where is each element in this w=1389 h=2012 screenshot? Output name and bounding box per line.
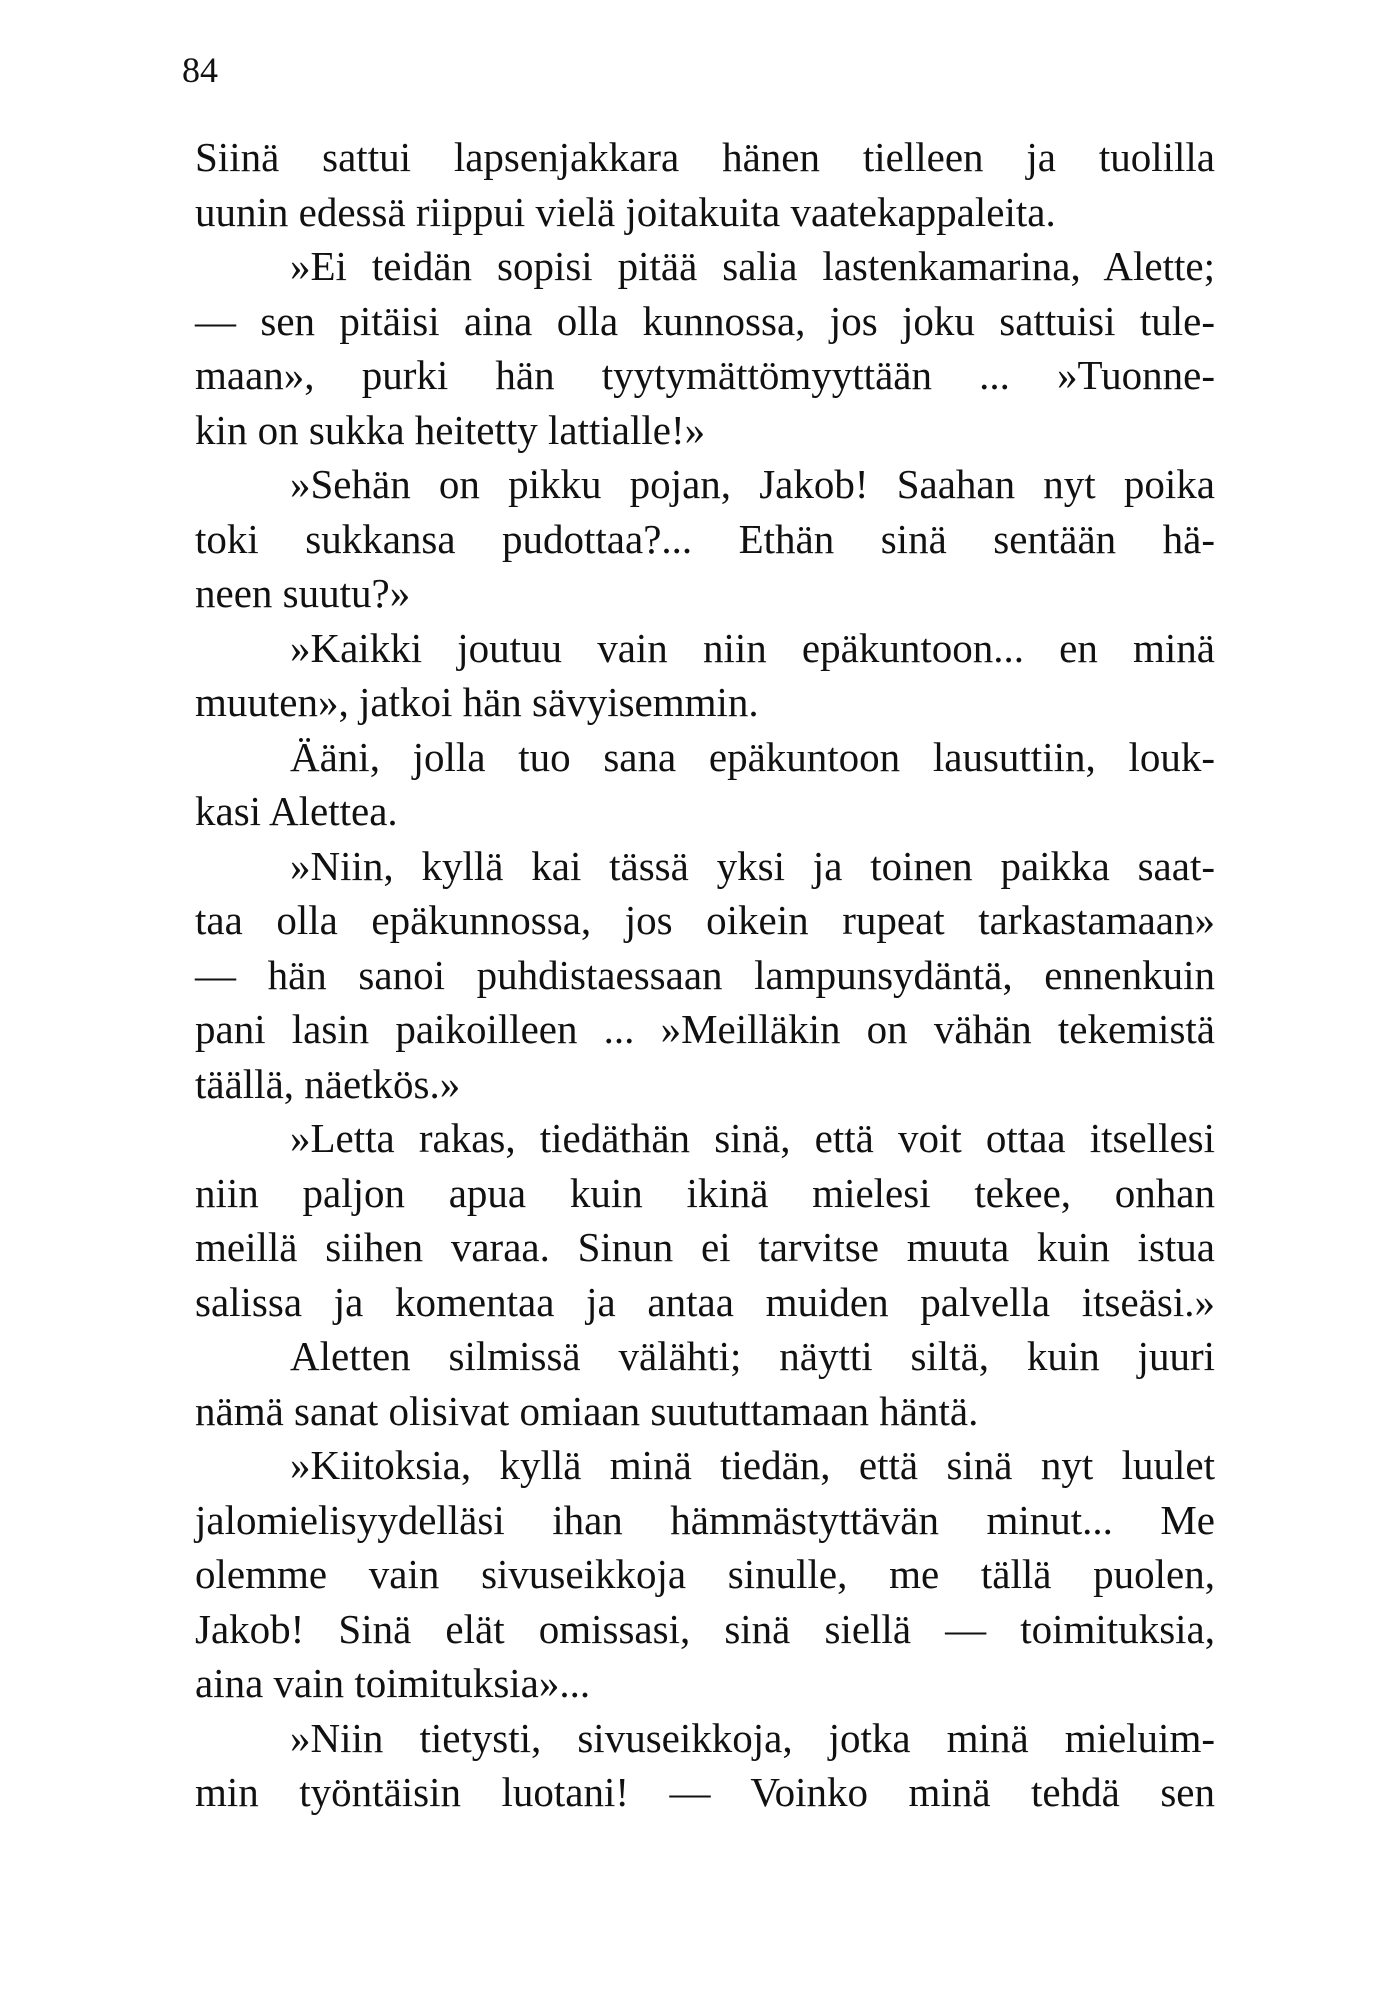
text-line: toki sukkansa pudottaa?... Ethän sinä sentään hä-	[195, 515, 1215, 562]
text-line: jalomielisyydelläsi ihan hämmästyttävän minut... Me	[195, 1496, 1215, 1543]
text-line: olemme vain sivuseikkoja sinulle, me tällä puolen,	[195, 1551, 1215, 1597]
body-text	[195, 130, 1215, 1820]
text-line: Aletten silmissä välähti; näytti siltä, kuin juuri	[290, 1333, 1215, 1379]
text-line: »Kiitoksia, kyllä minä tiedän, että sinä nyt luulet	[290, 1442, 1215, 1488]
text-line: uunin edessä riippui vielä joitakuita vaatekappaleita.	[195, 188, 1056, 235]
text-line: »Ei teidän sopisi pitää salia lastenkamarina, Alette;	[290, 243, 1215, 289]
text-line: Siinä sattui lapsenjakkara hänen tielleen ja tuolilla	[195, 134, 1215, 180]
page-number: 84	[182, 50, 218, 90]
text-line: niin paljon apua kuin ikinä mielesi tekee, onhan	[195, 1169, 1215, 1216]
text-line: taa olla epäkunnossa, jos oikein rupeat tarkastamaan»	[195, 897, 1215, 943]
text-line: meillä siihen varaa. Sinun ei tarvitse muuta kuin istua	[195, 1224, 1215, 1270]
text-line: — sen pitäisi aina olla kunnossa, jos joku sattuisi tule-	[195, 297, 1215, 344]
text-line: täällä, näetkös.»	[195, 1060, 461, 1107]
text-line: »Kaikki joutuu vain niin epäkuntoon... en minä	[290, 624, 1215, 671]
text-line: »Sehän on pikku pojan, Jakob! Saahan nyt poika	[290, 461, 1215, 507]
text-line: — hän sanoi puhdistaessaan lampunsydäntä, ennenkuin	[195, 951, 1215, 998]
text-line: kasi Alettea.	[195, 788, 398, 834]
text-line: neen suutu?»	[195, 570, 411, 616]
text-line: pani lasin paikoilleen ... »Meilläkin on vähän tekemistä	[195, 1006, 1215, 1052]
text-line: maan», purki hän tyytymättömyyttään ... »Tuonne-	[195, 352, 1215, 398]
text-line: Ääni, jolla tuo sana epäkuntoon lausuttiin, louk-	[290, 733, 1215, 780]
text-line: »Letta rakas, tiedäthän sinä, että voit ottaa itsellesi	[290, 1115, 1215, 1161]
text-line: salissa ja komentaa ja antaa muiden palvella itseäsi.»	[195, 1278, 1215, 1325]
text-line: »Niin, kyllä kai tässä yksi ja toinen paikka saat-	[290, 842, 1215, 889]
text-line: min työntäisin luotani! — Voinko minä tehdä sen	[195, 1769, 1215, 1815]
text-line: aina vain toimituksia»...	[195, 1660, 591, 1706]
text-line: »Niin tietysti, sivuseikkoja, jotka minä mieluim-	[290, 1714, 1215, 1761]
text-line: kin on sukka heitetty lattialle!»	[195, 406, 706, 453]
text-line: muuten», jatkoi hän sävyisemmin.	[195, 679, 759, 725]
text-line: Jakob! Sinä elät omissasi, sinä siellä — toimituksia,	[195, 1605, 1215, 1652]
text-line: nämä sanat olisivat omiaan suututtamaan häntä.	[195, 1387, 979, 1434]
